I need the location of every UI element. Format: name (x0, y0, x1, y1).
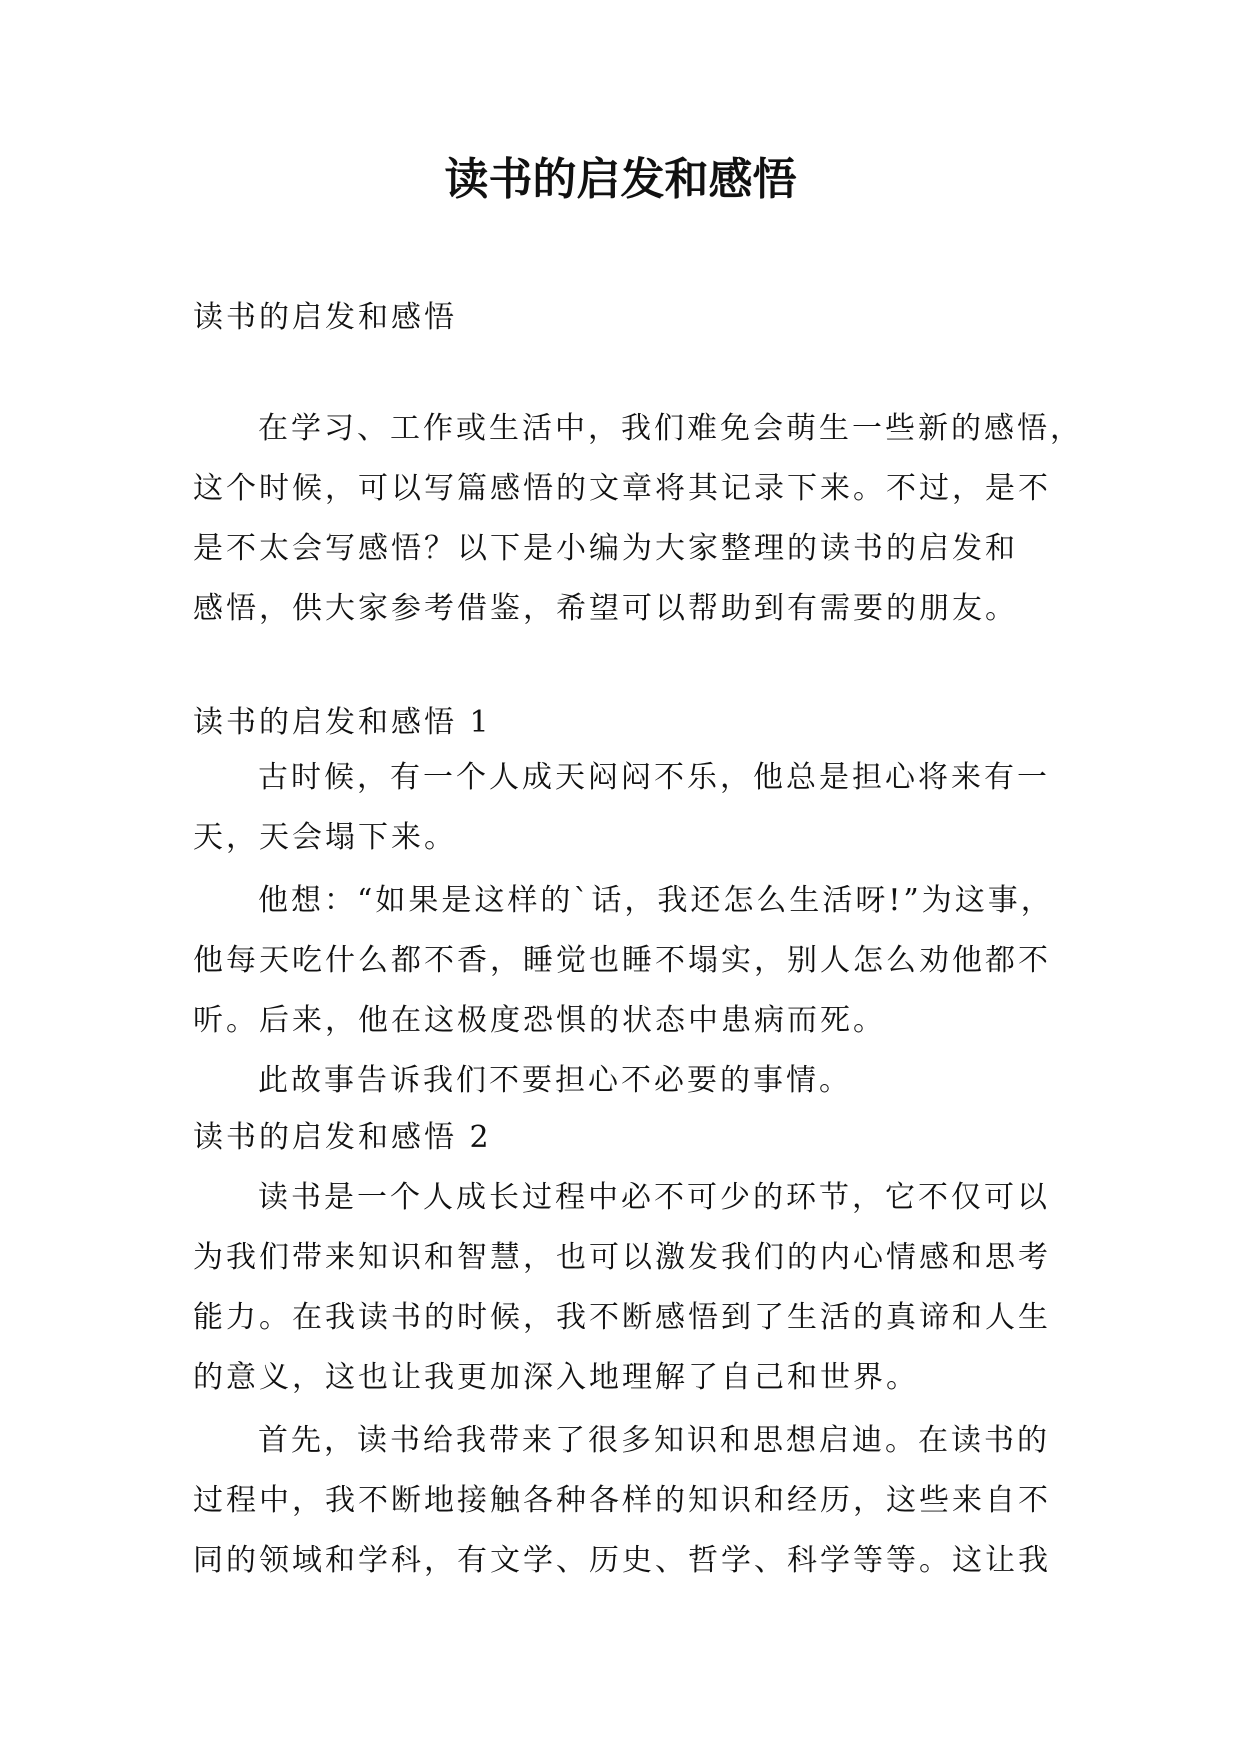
paragraph-line: 这个时候，可以写篇感悟的文章将其记录下来。不过，是不 (193, 471, 1051, 506)
paragraph-line: 听。后来，他在这极度恐惧的状态中患病而死。 (193, 1003, 886, 1038)
paragraph-line: 此故事告诉我们不要担心不必要的事情。 (258, 1063, 852, 1098)
paragraph-line: 他每天吃什么都不香，睡觉也睡不塌实，别人怎么劝他都不 (193, 943, 1051, 978)
section-heading: 读书的启发和感悟 2 (193, 1120, 492, 1155)
paragraph-line: 天，天会塌下来。 (193, 820, 457, 855)
paragraph-line: 过程中，我不断地接触各种各样的知识和经历，这些来自不 (193, 1483, 1051, 1518)
paragraph-line: 古时候，有一个人成天闷闷不乐，他总是担心将来有一 (258, 760, 1050, 795)
document-subtitle: 读书的启发和感悟 (193, 300, 457, 335)
paragraph-line: 在学习、工作或生活中，我们难免会萌生一些新的感悟， (258, 411, 1083, 446)
paragraph-line: 同的领域和学科，有文学、历史、哲学、科学等等。这让我 (193, 1543, 1051, 1578)
paragraph-line: 是不太会写感悟？以下是小编为大家整理的读书的启发和 (193, 531, 1018, 566)
paragraph-line: 读书是一个人成长过程中必不可少的环节，它不仅可以 (258, 1180, 1050, 1215)
paragraph-line: 首先，读书给我带来了很多知识和思想启迪。在读书的 (258, 1423, 1050, 1458)
document-title: 读书的启发和感悟 (444, 154, 797, 205)
paragraph-line: 感悟，供大家参考借鉴，希望可以帮助到有需要的朋友。 (193, 591, 1018, 626)
paragraph-line: 他想：“如果是这样的`话，我还怎么生活呀!”为这事， (258, 883, 1054, 918)
paragraph-line: 能力。在我读书的时候，我不断感悟到了生活的真谛和人生 (193, 1300, 1051, 1335)
paragraph-line: 的意义，这也让我更加深入地理解了自己和世界。 (193, 1360, 919, 1395)
paragraph-line: 为我们带来知识和智慧，也可以激发我们的内心情感和思考 (193, 1240, 1051, 1275)
section-heading: 读书的启发和感悟 1 (193, 705, 492, 740)
